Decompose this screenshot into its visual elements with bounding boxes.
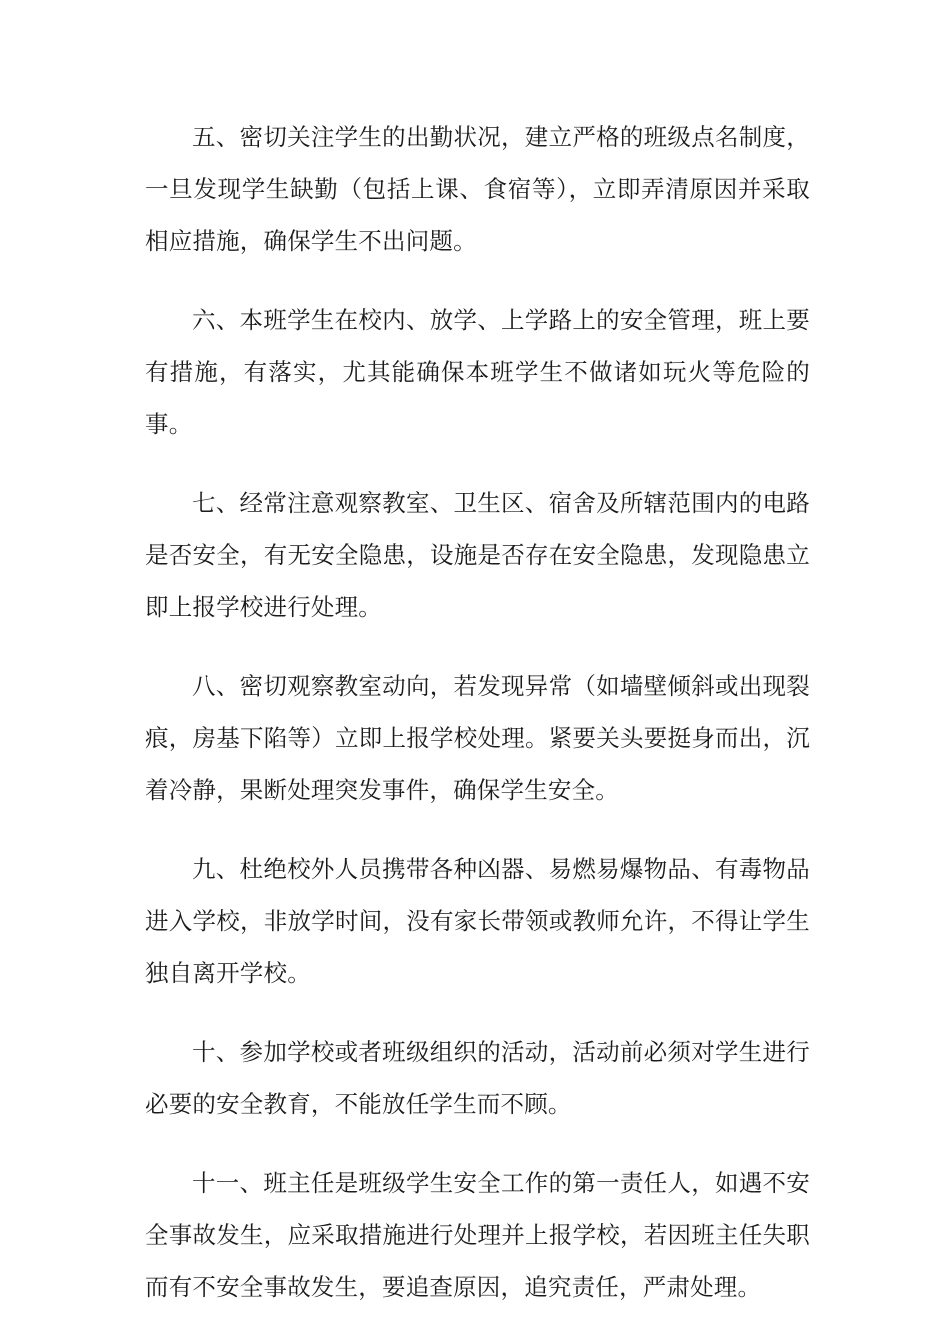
- paragraph-item-7: 七、经常注意观察教室、卫生区、宿舍及所辖范围内的电路是否安全，有无安全隐患，设施是否存在安全隐患，发现隐患立即上报学校进行处理。: [145, 489, 810, 621]
- paragraph-item-10: 十、参加学校或者班级组织的活动，活动前必须对学生进行必要的安全教育，不能放任学生而不顾。: [145, 1038, 810, 1118]
- document-body: [145, 111, 810, 1340]
- paragraph-item-5: 五、密切关注学生的出勤状况，建立严格的班级点名制度，一旦发现学生缺勤（包括上课、食宿等），立即弄清原因并采取相应措施，确保学生不出问题。: [145, 123, 810, 255]
- paragraph-item-11: 十一、班主任是班级学生安全工作的第一责任人，如遇不安全事故发生，应采取措施进行处理并上报学校，若因班主任失职而有不安全事故发生，要追查原因，追究责任，严肃处理。: [145, 1169, 810, 1301]
- paragraph-item-6: 六、本班学生在校内、放学、上学路上的安全管理，班上要有措施，有落实，尤其能确保本班学生不做诸如玩火等危险的事。: [145, 306, 810, 438]
- paragraph-item-9: 九、杜绝校外人员携带各种凶器、易燃易爆物品、有毒物品进入学校，非放学时间，没有家长带领或教师允许，不得让学生独自离开学校。: [145, 855, 810, 987]
- paragraph-item-8: 八、密切观察教室动向，若发现异常（如墙壁倾斜或出现裂痕，房基下陷等）立即上报学校处理。紧要关头要挺身而出，沉着冷静，果断处理突发事件，确保学生安全。: [145, 672, 810, 804]
